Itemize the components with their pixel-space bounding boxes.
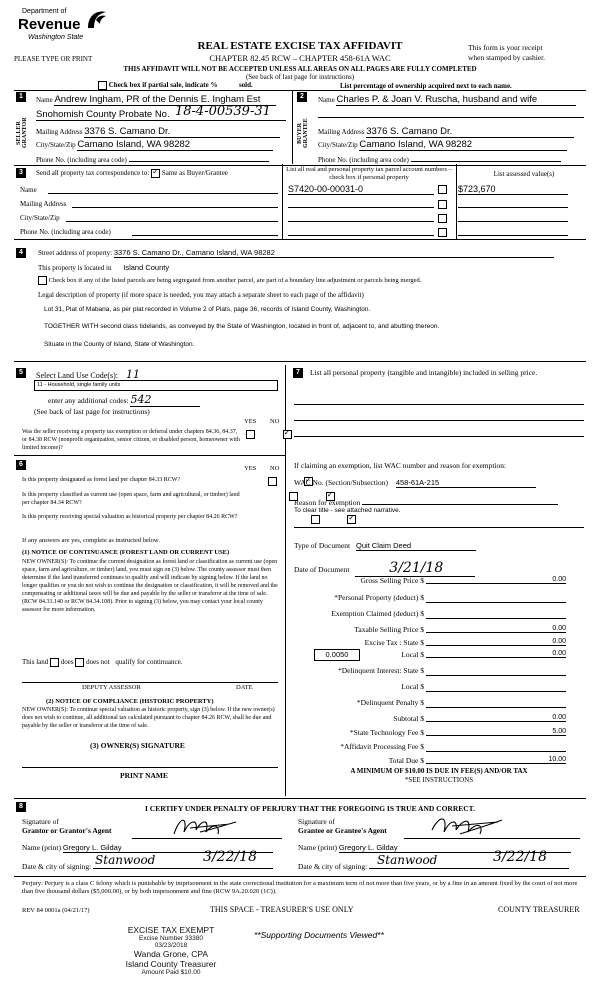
taxable-row bbox=[294, 625, 584, 636]
reason-label: Reason for exemption bbox=[294, 498, 361, 507]
seller-city-label: City/State/Zip bbox=[36, 141, 76, 149]
exemption-deduct-row bbox=[294, 609, 584, 620]
parcel-row-3 bbox=[286, 213, 582, 223]
tech-fee-row bbox=[294, 728, 584, 739]
assessed-4-field[interactable] bbox=[458, 227, 568, 236]
dor-swoosh-icon bbox=[84, 8, 108, 32]
deputy-assessor-label: DEPUTY ASSESSOR bbox=[82, 684, 141, 691]
buyer-city-field[interactable]: Camano Island, WA 98282 bbox=[359, 139, 567, 151]
corr-city-field[interactable] bbox=[66, 221, 278, 222]
corr-city-label: City/State/Zip bbox=[20, 214, 60, 222]
parcel-header: List all real and personal property tax parcel account numbers – check box if personal property bbox=[286, 166, 452, 181]
qualify-label: qualify for continuance. bbox=[115, 658, 183, 667]
parcel-2-field[interactable] bbox=[288, 199, 434, 208]
segregation-row bbox=[38, 276, 421, 285]
send-correspondence-row bbox=[36, 169, 228, 178]
supporting-documents-note: **Supporting Documents Viewed** bbox=[254, 930, 384, 940]
buyer-name-field[interactable]: Charles P. & Joan V. Ruscha, husband and wife bbox=[336, 94, 576, 106]
historic-no-checkbox[interactable] bbox=[347, 515, 356, 524]
doc-type-label: Type of Document bbox=[294, 541, 351, 550]
corr-phone-row bbox=[20, 228, 111, 236]
delinq-penalty-field[interactable] bbox=[426, 698, 566, 708]
partial-sale-row bbox=[98, 81, 253, 90]
s6-yes-header: YES bbox=[244, 465, 257, 472]
see-back-line: (See back of last page for instructions) bbox=[245, 73, 355, 81]
form-title: REAL ESTATE EXCISE TAX AFFIDAVIT bbox=[197, 40, 403, 52]
section-4-number: 4 bbox=[16, 248, 26, 258]
seller-phone-row bbox=[36, 153, 286, 164]
section-1-2-divider bbox=[292, 90, 293, 164]
seller-name-field[interactable]: Andrew Ingham, PR of the Dennis E. Ingham Est bbox=[54, 94, 276, 106]
buyer-mailing-field[interactable]: 3376 S. Camano Dr. bbox=[366, 126, 574, 138]
partial-sale-checkbox[interactable] bbox=[98, 81, 107, 90]
buyer-name-line2[interactable] bbox=[318, 117, 584, 118]
grantee-date-field[interactable] bbox=[369, 849, 569, 869]
form-chapter: CHAPTER 82.45 RCW – CHAPTER 458-61A WAC bbox=[209, 53, 391, 63]
tech-fee-field[interactable]: 5.00 bbox=[426, 728, 566, 736]
delinq-local-row bbox=[294, 682, 584, 693]
delinq-local-label: Local $ bbox=[401, 682, 424, 691]
gross-row bbox=[294, 576, 584, 587]
affidavit-fee-label: *Affidavit Processing Fee $ bbox=[340, 742, 424, 751]
form-number: REV 84 0001a (04/21/17) bbox=[22, 907, 90, 914]
additional-codes-field[interactable]: 542 bbox=[130, 393, 200, 407]
corr-mailing-field[interactable] bbox=[72, 207, 278, 208]
section-3-number: 3 bbox=[16, 168, 26, 178]
seller-side-label: SELLER GRANTOR bbox=[16, 117, 28, 149]
logo-state-line: Washington State bbox=[28, 34, 84, 41]
grantor-sig-label-1: Signature of bbox=[22, 817, 59, 826]
s5-no-header: NO bbox=[270, 418, 280, 425]
this-land-row bbox=[22, 658, 182, 667]
section-7-number: 7 bbox=[293, 368, 303, 378]
delinq-state-field[interactable] bbox=[426, 666, 566, 676]
buyer-mailing-label: Mailing Address bbox=[318, 128, 365, 136]
buyer-city-label: City/State/Zip bbox=[318, 141, 358, 149]
assessed-2-field[interactable] bbox=[458, 199, 568, 208]
personal-property-line-3[interactable] bbox=[294, 436, 584, 437]
please-type: PLEASE TYPE OR PRINT bbox=[14, 55, 93, 63]
section-5-see-back: (See back of last page for instructions) bbox=[34, 407, 150, 416]
reason-field-line[interactable] bbox=[362, 496, 558, 505]
treasurer-stamp bbox=[96, 925, 246, 976]
additional-codes-row bbox=[48, 393, 200, 407]
wac-label: WAC No. (Section/Subsection) bbox=[294, 478, 388, 487]
seller-phone-label: Phone No. (including area code) bbox=[36, 156, 127, 164]
personal-deduct-row bbox=[294, 593, 584, 604]
affidavit-fee-row bbox=[294, 742, 584, 753]
parcel-row-1 bbox=[286, 184, 582, 194]
treasurer-space-label: THIS SPACE - TREASURER'S USE ONLY bbox=[210, 905, 354, 914]
subtotal-field[interactable]: 0.00 bbox=[426, 714, 566, 722]
this-land-label: This land bbox=[22, 658, 49, 667]
exemption-deduct-label: Exemption Claimed (deduct) $ bbox=[331, 609, 424, 618]
seller-city-row bbox=[36, 139, 286, 151]
taxable-label: Taxable Selling Price $ bbox=[354, 625, 424, 634]
historic-yes-checkbox[interactable] bbox=[311, 515, 320, 524]
grantor-city-handwritten: Stanwood bbox=[95, 853, 156, 867]
doc-date-label: Date of Document bbox=[294, 565, 350, 574]
gross-field[interactable]: 0.00 bbox=[426, 576, 566, 584]
buyer-phone-label: Phone No. (including area code) bbox=[318, 156, 409, 164]
dor-logo bbox=[14, 6, 114, 48]
parcel-4-personal-checkbox[interactable] bbox=[438, 228, 447, 237]
notice-continuance-body: NEW OWNER(S): To continue the current designation as forest land or classification as current use (open space, farm and agriculture, or timber) land, you must sign on (3) below. The county assessor must then determine if the land transferred continues to qualify and will indicate by signing below. If the land no longer qualifies or you do not wish to continue the designation or classification, it will be removed and the compensating or additional taxes will be due and payable by the seller or transferor at the time of sale. (RCW 84.33.140 or RCW 84.34.108). Prior to signing (3) below, you may contact your local county assessor for more information. bbox=[22, 559, 278, 613]
delinq-local-field[interactable] bbox=[426, 682, 566, 692]
doc-type-row bbox=[294, 541, 476, 551]
parcel-1-personal-checkbox[interactable] bbox=[438, 185, 447, 194]
stamp-amount: Amount Paid $10.00 bbox=[141, 969, 201, 976]
stamp-date: 03/23/2018 bbox=[154, 942, 188, 949]
grantee-city-handwritten: Stanwood bbox=[377, 853, 438, 867]
buyer-city-row bbox=[318, 139, 584, 151]
parcel-3-personal-checkbox[interactable] bbox=[438, 214, 447, 223]
street-label: Street address of property: bbox=[38, 249, 113, 257]
seller-mailing-field[interactable]: 3376 S. Camano Dr. bbox=[84, 126, 280, 138]
section-1-number: 1 bbox=[16, 92, 26, 102]
legal-label: Legal description of property (if more space is needed, you may attach a separate sheet to each page of the affidavit) bbox=[38, 291, 364, 299]
notice-compliance-title: (2) NOTICE OF COMPLIANCE (HISTORIC PROPERTY) bbox=[46, 698, 214, 705]
deputy-date-label: DATE bbox=[236, 684, 253, 691]
total-field[interactable]: 10.00 bbox=[426, 756, 566, 764]
excise-state-label: Excise Tax : State $ bbox=[364, 638, 424, 647]
gross-label: Gross Selling Price $ bbox=[360, 576, 424, 585]
owner-signature-label: (3) OWNER(S) SIGNATURE bbox=[90, 741, 185, 750]
land-use-select[interactable]: 11 - Household, single family units bbox=[34, 380, 278, 391]
receipt-note-line2: when stamped by cashier. bbox=[468, 53, 546, 62]
logo-dept-line: Department of bbox=[22, 8, 67, 15]
grantor-signature-scribble bbox=[170, 812, 240, 840]
parcel-2-personal-checkbox[interactable] bbox=[438, 200, 447, 209]
s5-no-checkbox[interactable] bbox=[283, 430, 292, 439]
grantor-name-label: Name (print) bbox=[22, 843, 61, 852]
corr-mailing-label: Mailing Address bbox=[20, 200, 67, 208]
s6-no-header: NO bbox=[270, 465, 280, 472]
legal-line-3: Situate in the County of Island, State of Washington. bbox=[44, 341, 195, 348]
doc-type-field[interactable]: Quit Claim Deed bbox=[356, 541, 476, 551]
grantee-signature-scribble bbox=[428, 812, 506, 840]
seller-mailing-label: Mailing Address bbox=[36, 128, 83, 136]
percentage-label: List percentage of ownership acquired next to each name. bbox=[340, 82, 512, 90]
historic-question: Is this property receiving special valuation as historical property per chapter 84.26 RCW? bbox=[22, 514, 238, 520]
forest-question: Is this property designated as forest land per chapter 84.33 RCW? bbox=[22, 477, 181, 483]
total-row bbox=[294, 756, 584, 767]
subtotal-label: Subtotal $ bbox=[393, 714, 424, 723]
grantee-date-row bbox=[298, 849, 569, 871]
excise-local-label: Local $ bbox=[401, 650, 424, 659]
total-label: Total Due $ bbox=[388, 756, 424, 765]
delinq-state-row bbox=[294, 666, 584, 677]
parcel-number-field[interactable]: S7420-00-00031-0 bbox=[288, 184, 434, 195]
seller-mailing-row bbox=[36, 126, 286, 138]
stamp-excise-number: Excise Number 33380 bbox=[139, 935, 203, 942]
grantor-date-field[interactable] bbox=[93, 849, 273, 869]
receipt-note bbox=[468, 43, 545, 63]
tech-fee-label: *State Technology Fee $ bbox=[349, 728, 424, 737]
stamp-office: Island County Treasurer bbox=[125, 959, 217, 969]
parcel-4-field[interactable] bbox=[288, 227, 434, 236]
deputy-assessor-line[interactable] bbox=[22, 682, 278, 683]
probate-number: 18-4-00539-31 bbox=[175, 104, 271, 119]
delinq-penalty-row bbox=[294, 698, 584, 709]
corr-name-label: Name bbox=[20, 186, 37, 194]
corr-mailing-row bbox=[20, 200, 66, 208]
corr-name-field[interactable] bbox=[48, 193, 278, 194]
exemption-claim-label: If claiming an exemption, list WAC number and reason for exemption: bbox=[294, 461, 507, 470]
section-2-number: 2 bbox=[297, 92, 307, 102]
legal-line-1: Lot 31, Plat of Mabana, as per plat recorded in Volume 2 of Plats, page 36, records of Island County, Washington. bbox=[44, 306, 371, 313]
reason-line-2[interactable] bbox=[294, 527, 584, 528]
seller-city-field[interactable]: Camano Island, WA 98282 bbox=[77, 139, 273, 151]
notice-continuance-title: (1) NOTICE OF CONTINUANCE (FOREST LAND OR CURRENT USE) bbox=[22, 549, 230, 556]
grantee-sig-label-1: Signature of bbox=[298, 817, 335, 826]
excise-local-row bbox=[294, 650, 584, 662]
located-label: This property is located in bbox=[38, 264, 112, 272]
current-use-question: Is this property classified as current use (open space, farm and agricultural, or timber) land per chapter 84.34 RCW? bbox=[22, 492, 240, 506]
delinq-penalty-label: *Delinquent Penalty $ bbox=[356, 698, 424, 707]
print-name-label: PRINT NAME bbox=[120, 771, 168, 780]
land-use-handwritten: 11 bbox=[125, 368, 140, 381]
personal-deduct-field[interactable] bbox=[426, 593, 566, 603]
land-does-label: does bbox=[60, 658, 74, 667]
personal-property-label: List all personal property (tangible and intangible) included in selling price. bbox=[310, 368, 538, 377]
section-5-bottom-rule bbox=[14, 455, 285, 456]
exemption-question: Was the seller receiving a property tax exemption or deferral under chapters 84.36, 84.37, or 84.38 RCW (nonprofit organization, senior citizen, or disabled person, homeowner with limited income)? bbox=[22, 429, 240, 451]
section-4-bottom-rule bbox=[14, 361, 586, 362]
exemption-deduct-field[interactable] bbox=[426, 609, 566, 619]
taxable-field[interactable]: 0.00 bbox=[426, 625, 566, 633]
same-as-buyer-checkbox[interactable] bbox=[151, 169, 160, 178]
additional-codes-label: enter any additional codes: bbox=[48, 396, 129, 405]
subtotal-row bbox=[294, 714, 584, 725]
excise-state-row bbox=[294, 638, 584, 649]
land-use-label: Select Land Use Code(s): bbox=[36, 371, 118, 380]
seller-phone-field[interactable] bbox=[129, 153, 269, 162]
corr-phone-field[interactable] bbox=[132, 235, 278, 236]
buyer-side-label: BUYER GRANTEE bbox=[297, 118, 309, 148]
partial-sale-label: Check box if partial sale, indicate % bbox=[108, 81, 218, 90]
seller-probate-label: Snohomish County Probate No. bbox=[36, 109, 286, 121]
minimum-note: A MINIMUM OF $10.00 IS DUE IN FEE(S) AND/OR TAX bbox=[350, 767, 528, 775]
grantor-sig-label bbox=[22, 817, 112, 835]
see-instructions-note: *SEE INSTRUCTIONS bbox=[404, 776, 474, 784]
delinq-state-label: *Delinquent Interest: State $ bbox=[337, 666, 424, 675]
forest-yes-checkbox[interactable] bbox=[268, 477, 277, 486]
owner-signature-line[interactable] bbox=[22, 767, 278, 768]
section-8-top-rule bbox=[14, 798, 586, 799]
stamp-name: Wanda Grone, CPA bbox=[133, 949, 209, 959]
grantee-name-label: Name (print) bbox=[298, 843, 337, 852]
stamp-exempt: EXCISE TAX EXEMPT bbox=[127, 925, 215, 935]
receipt-note-line1: This form is your receipt bbox=[468, 43, 543, 52]
section-8-number: 8 bbox=[16, 802, 26, 812]
grantee-date-label: Date & city of signing: bbox=[298, 862, 368, 871]
grantor-date-label: Date & city of signing: bbox=[22, 862, 92, 871]
excise-local-field[interactable]: 0.00 bbox=[426, 650, 566, 658]
grantee-sig-label bbox=[298, 817, 387, 835]
grantee-sig-label-2: Grantee or Grantee's Agent bbox=[298, 826, 387, 835]
s5-yes-checkbox[interactable] bbox=[246, 430, 255, 439]
send-correspondence-label: Send all property tax correspondence to: bbox=[36, 169, 150, 178]
land-does-checkbox[interactable] bbox=[50, 658, 59, 667]
buyer-name-label: Name bbox=[318, 96, 335, 104]
grantee-date-handwritten: 3/22/18 bbox=[493, 849, 548, 865]
notice-compliance-body: NEW OWNER(S): To continue special valuation as historic property, sign (3) below. If the new owner(s) does not wish to continue, all additional tax calculated pursuant to chapter 84.26 RCW, shall be due and payable by the seller or transferor at the time of sale. bbox=[22, 707, 275, 729]
buyer-phone-row bbox=[318, 153, 584, 164]
grantor-date-handwritten: 3/22/18 bbox=[203, 849, 258, 865]
street-field[interactable]: 3376 S. Camano Dr., Camano Island, WA 98282 bbox=[114, 248, 554, 258]
street-row bbox=[38, 248, 554, 258]
doc-date-field[interactable]: 3/21/18 bbox=[355, 560, 475, 577]
section-3-divider bbox=[282, 164, 283, 239]
section-6-number: 6 bbox=[16, 460, 26, 470]
s5-yes-header: YES bbox=[244, 418, 257, 425]
affidavit-fee-field[interactable] bbox=[426, 742, 566, 752]
segregation-label: Check box if any of the listed parcels are being segregated from another parcel, are part of a boundary line adjustment or parcels being merged. bbox=[48, 276, 422, 284]
if-yes-note: If any answers are yes, complete as instructed below. bbox=[22, 537, 160, 544]
section-5-number: 5 bbox=[16, 368, 26, 378]
logo-revenue-line: Revenue bbox=[18, 16, 81, 33]
parcel-3-field[interactable] bbox=[288, 213, 434, 222]
grantor-date-row bbox=[22, 849, 273, 871]
reason-row bbox=[294, 496, 558, 507]
doc-date-row bbox=[294, 560, 475, 577]
corr-city-row bbox=[20, 214, 60, 222]
grantor-sig-label-2: Grantor or Grantor's Agent bbox=[22, 826, 112, 835]
segregation-checkbox[interactable] bbox=[38, 276, 47, 285]
corr-name-row bbox=[20, 186, 37, 194]
land-does-not-checkbox[interactable] bbox=[75, 658, 84, 667]
seller-name-label: Name bbox=[36, 96, 53, 104]
county-field[interactable]: Island County bbox=[123, 263, 170, 272]
assessed-value-field[interactable]: $723,670 bbox=[458, 184, 568, 195]
county-treasurer-label: COUNTY TREASURER bbox=[498, 905, 580, 914]
legal-line-2: TOGETHER WITH second class tidelands, as conveyed by the State of Washington, located in front of, adjacent to, and abutting thereon. bbox=[44, 323, 440, 330]
parcel-row-2 bbox=[286, 199, 582, 209]
warning-line: THIS AFFIDAVIT WILL NOT BE ACCEPTED UNLESS ALL AREAS ON ALL PAGES ARE FULLY COMPLETED bbox=[123, 65, 477, 73]
located-row bbox=[38, 263, 169, 272]
grantor-name-field[interactable]: Gregory L. Gilday bbox=[63, 843, 273, 853]
corr-phone-label: Phone No. (including area code) bbox=[20, 228, 111, 236]
buyer-mailing-row bbox=[318, 126, 584, 138]
assessed-header: List assessed value(s) bbox=[493, 170, 555, 178]
parcel-row-4 bbox=[286, 227, 582, 237]
wac-field[interactable]: 458-61A-215 bbox=[396, 478, 536, 488]
buyer-name-row bbox=[318, 94, 584, 106]
personal-property-line-2[interactable] bbox=[294, 420, 584, 421]
assessed-3-field[interactable] bbox=[458, 213, 568, 222]
excise-state-field[interactable]: 0.00 bbox=[426, 638, 566, 646]
reason-value: To clear title - see attached narrative. bbox=[294, 507, 401, 514]
local-rate-box[interactable]: 0.0050 bbox=[314, 649, 360, 661]
buyer-phone-field[interactable] bbox=[411, 153, 561, 162]
same-as-buyer-label: Same as Buyer/Grantee bbox=[161, 169, 228, 178]
land-does-not-label: does not bbox=[86, 658, 110, 667]
personal-property-line-1[interactable] bbox=[294, 404, 584, 405]
certify-line: I CERTIFY UNDER PENALTY OF PERJURY THAT THE FOREGOING IS TRUE AND CORRECT. bbox=[144, 804, 475, 813]
grantee-name-field[interactable]: Gregory L. Gilday bbox=[339, 843, 571, 853]
section-8-bottom-rule bbox=[14, 876, 586, 877]
personal-deduct-label: *Personal Property (deduct) $ bbox=[334, 593, 424, 602]
perjury-note: Perjury: Perjury is a class C felony which is punishable by imprisonment in the state correctional institution for a maximum term of not more than five years, or by a fine in an amount fixed by the court of not more than five thousand dollars ($5,000.00), or by both imprisonment and fine (RCW 9A.20.020 (1C)). bbox=[22, 880, 578, 895]
wac-row bbox=[294, 478, 536, 488]
partial-sale-sold: sold. bbox=[238, 81, 253, 90]
